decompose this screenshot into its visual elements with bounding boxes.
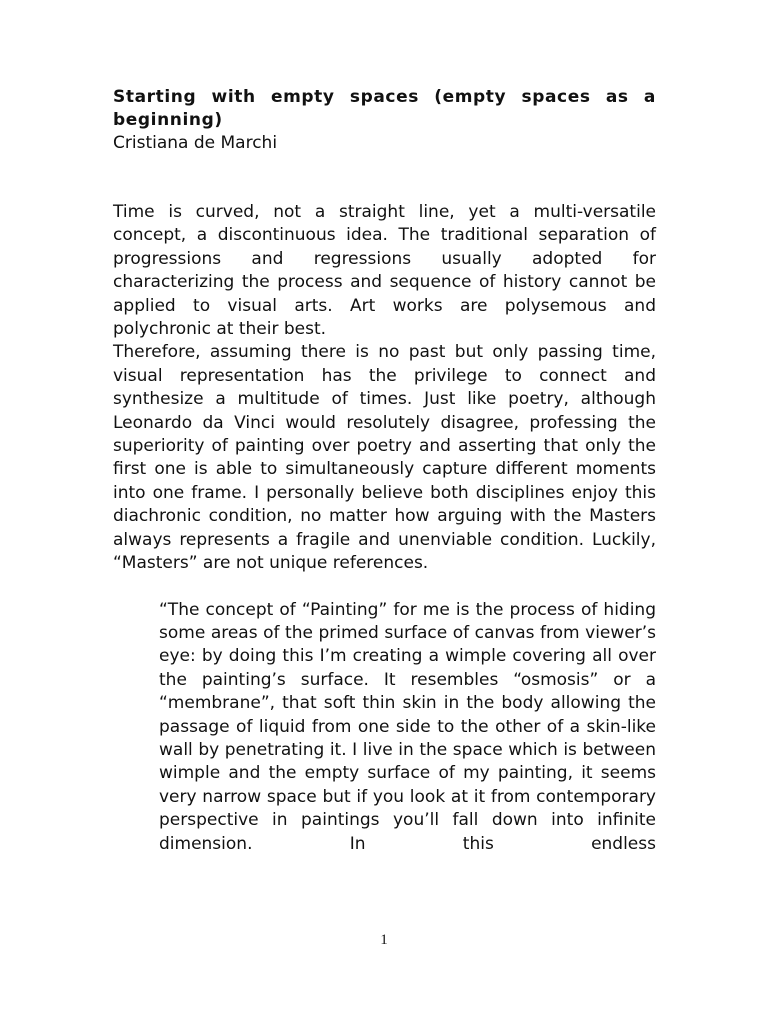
block-quote: “The concept of “Painting” for me is the process of hiding some areas of the primed surface of canvas from viewer’s eye: by doing this I’m creating a wimple covering all over the painting’s surface. It resembles “osmosis” or a “membrane”, that soft thin skin in the body allowing the passage of liquid from one side to the other of a skin-like wall by penetrating it. I live in the space which is between wimple and the empty surface of my painting, it seems very narrow space but if you look at it from contemporary perspective in paintings you’ll fall down into infinite dimension. In this endless [159, 599, 656, 854]
body-text [113, 201, 656, 576]
body-paragraph-1: Time is curved, not a straight line, yet a multi-versatile concept, a discontinuous idea. The traditional separation of progressions and regressions usually adopted for characterizing the process and sequence of history cannot be applied to visual arts. Art works are polysemous and polychronic at their best. [113, 202, 656, 340]
body-paragraph-2: Therefore, assuming there is no past but only passing time, visual representation has the privilege to connect and synthesize a multitude of times. Just like poetry, although Leonardo da Vinci would resolutely disagree, professing the superiority of painting over poetry and asserting that only the first one is able to simultaneously capture different moments into one frame. I personally believe both disciplines enjoy this diachronic condition, no matter how arguing with the Masters always represents a fragile and unenviable condition. Luckily, “Masters” are not unique references. [113, 342, 656, 574]
page-content [113, 86, 656, 856]
document-title: Starting with empty spaces (empty spaces as a beginning) [113, 87, 656, 130]
document-author: Cristiana de Marchi [113, 133, 278, 153]
page-number: 1 [380, 932, 388, 948]
